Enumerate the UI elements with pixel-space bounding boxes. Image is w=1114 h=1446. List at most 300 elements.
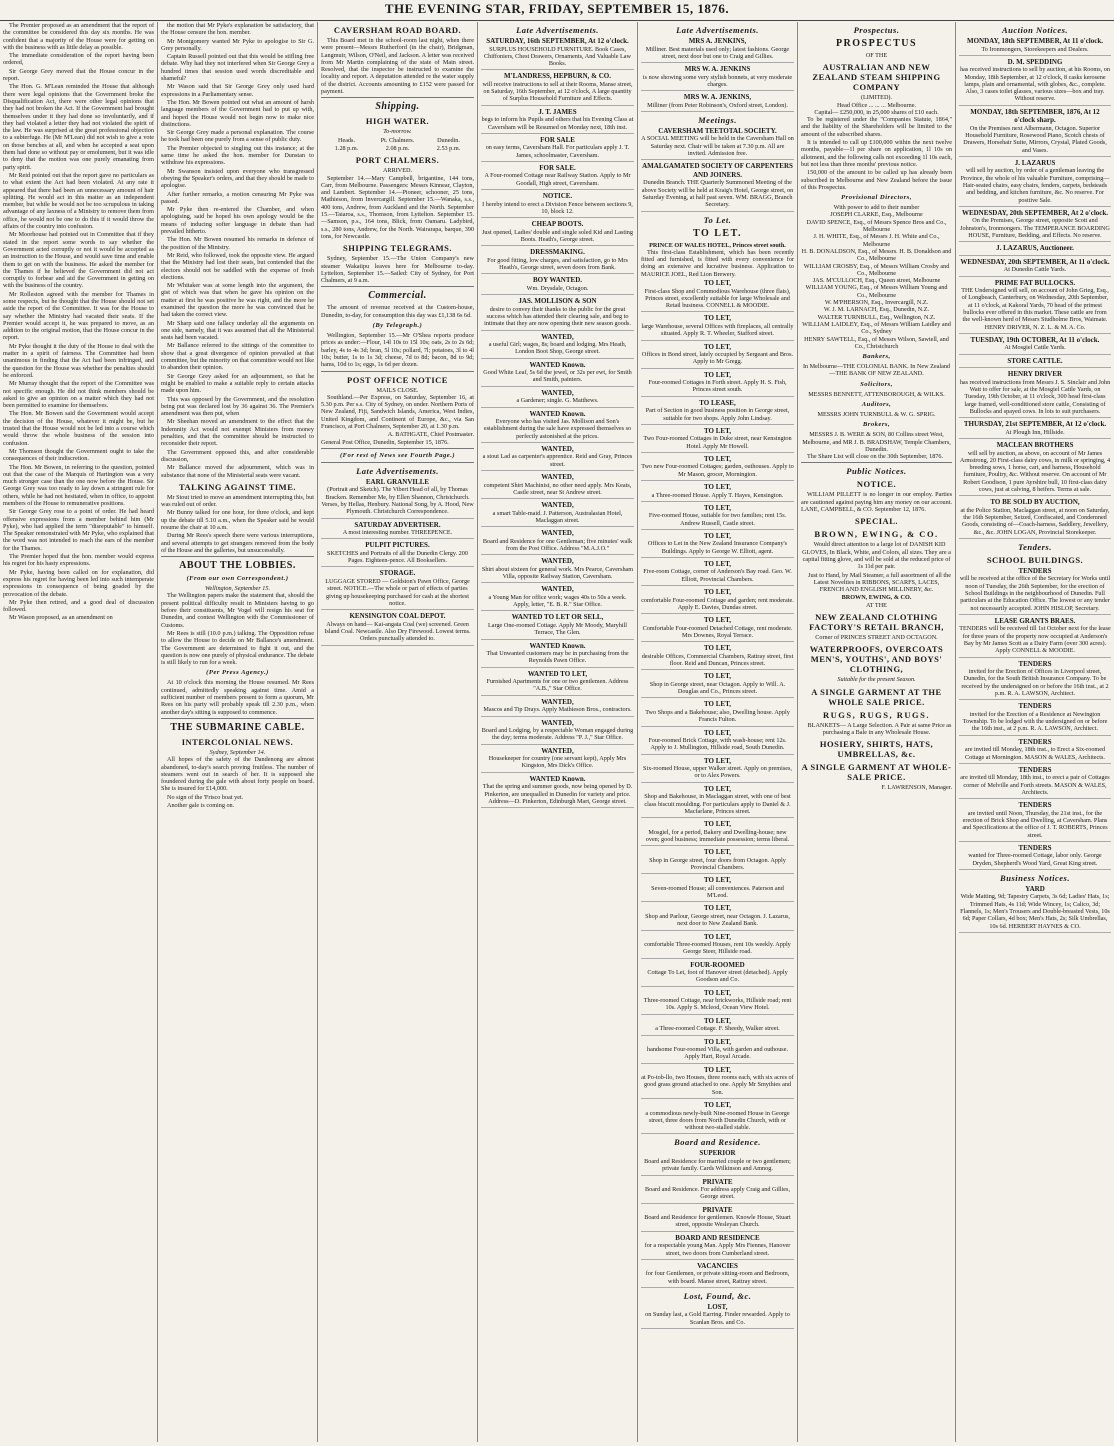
to-let-notice [641, 989, 794, 1015]
auction-notice-body: To Ironmongers, Storekeepers and Dealers. [981, 45, 1089, 53]
auction-notice [959, 58, 1111, 106]
tender-notice [959, 844, 1111, 870]
director-name: DAVID SPENCE, Esq., of Messrs Spence Bros and Co., Melbourne [806, 218, 947, 234]
advertisement-title: JAS. MOLLISON & SON [518, 297, 597, 306]
to-let-notice-title: TO LET, [704, 644, 731, 653]
tender-notice-title: LEASE GRANTS BRAES. [994, 616, 1076, 625]
director-name: WALTER TURNBULL, Esq., Wellington, N.Z. [817, 313, 936, 321]
business-notice [959, 885, 1111, 933]
to-let-notice [641, 904, 794, 930]
advertisement-title: WANTED, [541, 388, 574, 397]
lost-notice [641, 1303, 794, 1329]
director-name: J. H. WHITE, Esq., of Messrs J. H. White and Co., Melbourne [813, 233, 940, 248]
to-let-notice-body: Shop in George street, near Octagon. Apply to Will. A. Douglas and Co., Princes street. [649, 680, 786, 696]
advertisement [481, 501, 634, 527]
lobbies-sub: (From our own Correspondent.) [186, 575, 289, 583]
advertisement-title: WANTED Known. [529, 774, 586, 783]
road-board-text: This Board met in the school-room last night, when there were present—Messrs Rutherford (in the chair), Bridgman, Langmuir, Wilson, O'Neil, and Jackson. A letter was received from Mr Martin complaining of the state of Main street. Resolved, that the inspector be instructed to examine the locality and report. A deputation attended re the water supply of the district. Accounts amounting to £152 were passed for payment. [321, 37, 474, 96]
tender-notice-body: invited for the Erection of a Residence at Newington Township. To be lodged with the undersigned on or before the 16th inst., at 2 p.m. R. A. LAWSON, Architect. [962, 710, 1108, 733]
to-let-notice-body: Part of Section in good business position in George street, suitable for two shops. Apply John Lindsay. [645, 407, 790, 422]
article-paragraph: The Premier hoped that the hon. member would express his regret for his hasty expressions. [3, 553, 154, 568]
to-let-notice [641, 876, 794, 902]
to-let-notice [641, 399, 794, 425]
commercial-text-2: Wellington, September 15.—Mr O'Shea reports produce prices as under:—Flour, 14l 10s to 15l 10s; oats, 2s to 2s 6d; barley, 4s to 4s 3d; bran, 5l 10s; pollard, 7l; potatoes, 3l to 4l 10s; butter, 1s to 1s 3d; cheese, 7d to 8d; bacon, 8d to 9d; hams, 10d to 1s; eggs, 1s 6d per dozen. [321, 332, 474, 369]
advertisement [481, 585, 634, 611]
to-let-notice-body: Offices in Bond street, lately occupied by Sergeant and Bros. Apply to Mr Gregg. [641, 351, 794, 366]
telegrams-text: Sydney, September 15.—The Union Company's new steamer Wakatipu leaves here for Melbourne to-day. Lyttelton, September 15.—Sailed: City of Sydney, for Port Chalmers, at 9 a.m. [321, 255, 474, 285]
to-let-notice-title: TO LET, [704, 672, 731, 681]
advertisement-body: (Portrait and Sketch). The Vibert Head of all, by Thomas Bracken. Remember Me, by Ellen Shannon, Christchurch. Verses, by Hellas, Henbury. National Song, by A. Hood, New Plymouth. Christchurch Correspondence. [321, 486, 474, 516]
nz-rugs: RUGS, RUGS, RUGS. [823, 709, 930, 720]
advertisement [641, 93, 794, 112]
to-let-notice [641, 560, 794, 586]
intercolonial-heading: INTERCOLONIAL NEWS. [181, 736, 294, 747]
to-let-notice-title: TO LET, [704, 279, 731, 288]
article-paragraph: After further remarks, a motion censuring Mr Pyke was passed. [161, 190, 314, 205]
late-ads-heading: Late Advertisements. [676, 25, 759, 35]
tender-notice-body: TENDERS will be received till 1st October next for the lease for three years of the property now occupied at Anderson's Bay by Mr James Scott as a Dairy Farm (over 300 acres). Apply CONNELL & MOODIE. [959, 625, 1111, 655]
advertisement-title: WANTED, [541, 473, 574, 481]
talking-heading: TALKING AGAINST TIME. [178, 481, 296, 492]
advertisement-title: DRESSMAKING. [530, 248, 585, 257]
tender-notice-title: TENDERS [1018, 843, 1052, 852]
to-let-notice-body: at Po-tob-llo, two Houses, three rooms each, with six acres of good grass ground attached to one. Apply Mr Smythies and Son. [641, 1074, 794, 1096]
director-name: JOSEPH CLARKE, Esq., Melbourne [830, 211, 923, 219]
business-notice-title: YARD [1025, 884, 1045, 893]
advertisement-body: Good White Leaf, 5s 6d the jewel, or 32s per ewt, for Smith and Smith, painters. [483, 369, 632, 384]
directors-note: With power to add to their number [833, 204, 920, 212]
company-limited: (LIMITED). [860, 94, 893, 102]
auction-notice-title: WEDNESDAY, 20th SEPTEMBER, At 2 o'clock. [961, 208, 1109, 217]
advertisement-body: a smart Table-maid. J. Patterson, Australasian Hotel, Maclaggan street. [492, 509, 623, 524]
advertisement-body: SURPLUS HOUSEHOLD FURNITURE. Book Cases, Chiffoniers, Chest Drawers, Ornaments, And Valuable Law Books. [483, 45, 632, 68]
to-let-notice-title: TO LET, [704, 904, 731, 913]
to-let-notice-body: Five-roomed House, suitable for two families; rent 15s. Andrew Russell, Castle street. [648, 512, 787, 527]
advertisement [481, 719, 634, 745]
to-let-notice-title: TO LET, [704, 728, 731, 737]
bankers-heading: Bankers, [862, 353, 891, 361]
article-paragraph: The Premier objected to singling out this instance; at the same time he asked the hon. member for Dunstan to withdraw his expressions. [161, 144, 314, 167]
director-name: W. J. M. LARNACH, Esq., Dunedin, N.Z. [823, 306, 930, 314]
tide-heads-row [321, 137, 474, 144]
article-paragraph: Mr Moorhouse had pointed out in Committee that if they stated in the report some words to say whether the Government acted corruptly or not it would be accepted as an instruction to the House, and would save time and enable them to get on with the business. He asked the member for the Thames if he believed the Government did not act corruptly to forbear and aid the Government in getting on with the business of the country. [3, 231, 154, 290]
prospectus-paragraph: It is intended to call up £100,000 within the next twelve months, payable—1l per share on application, 1l 10s on allotment, and the following calls not exceeding 1l 10s each, but not less than three months' previous notice. [801, 139, 952, 168]
advertisement-title: WANTED TO LET, [527, 669, 588, 678]
to-let-notice-body: desirable Offices, Commercial Chambers, Rattray street, first floor. Reid and Duncan, Princes street. [641, 652, 794, 668]
article-paragraph: During Mr Rees's speech there were various interruptions, and several attempts to get strangers removed from the body of the House and the galleries, but unsuccessfully. [161, 532, 314, 554]
advertisement-title: WANTED Known. [529, 409, 586, 418]
tide-head: Dunedin. [437, 136, 460, 144]
tide-head: Pt. Chalmers. [380, 136, 415, 144]
to-let-notice-title: TO LET, [704, 820, 731, 829]
auditors-heading: Auditors, [861, 400, 892, 408]
to-let-notice-body: a commodious newly-built Nine-roomed House in George street, three doors from North Dunedin Church, with or without two-stalled stable. [645, 1109, 790, 1132]
auction-notice-title: TUESDAY, 19th OCTOBER, At 11 o'clock. [970, 335, 1100, 344]
advertisement-title: WANTED, [541, 529, 574, 538]
article-paragraph: The immediate consideration of the report having been ordered, [3, 52, 154, 67]
to-let-notice-title: FOUR-ROOMED [690, 960, 745, 969]
to-let-notice [641, 848, 794, 874]
advertisement-body: will receive instructions to sell at their Rooms, Manse street, on Saturday, 16th September, at 12 o'clock, A large quantity of Surplus Household Furniture and Effects. [482, 80, 633, 103]
advertisement-body: is now showing some very stylish bonnets, at very moderate charges. [642, 73, 793, 88]
meeting-notice [641, 162, 794, 211]
advertisement [481, 698, 634, 717]
column-7 [956, 22, 1114, 1442]
meeting-notice-body: A SOCIAL MEETING will be held in the Caversham Hall on Saturday next. Chair will be taken at 7.30 p.m. All are invited. Admission free. [641, 135, 794, 158]
article-paragraph: Mr Sharp said one fallacy underlay all the arguments on one side, namely, that it was assumed that all the Ministerial seats had been vacated. [161, 319, 314, 342]
tender-notice [959, 660, 1111, 701]
director-name: WILLIAM YOUNG, Esq., of Messrs William Young and Co., Melbourne [805, 284, 948, 299]
column-3 [318, 22, 478, 1442]
column-2 [158, 22, 318, 1442]
auction-notice-title: STORE CATTLE. [1007, 356, 1063, 365]
column-5 [638, 22, 798, 1442]
column-4 [478, 22, 638, 1442]
to-let-notice-title: TO LET, [704, 876, 731, 885]
article-paragraph: All hopes of the safety of the Dandenong are almost abandoned, to-day's search proving fruitless. The number of steamers went out in search of her. It is supposed she foundered during the gale with about forty people on board. She is insured for £14,000. [161, 756, 314, 793]
to-let-notice [641, 1101, 794, 1134]
article-paragraph: Mr Murray thought that the report of the Committee was not specific enough. He did not think members should be asked to give an opinion on a matter which they had not been permitted to examine for themselves. [3, 380, 154, 410]
advertisement [481, 613, 634, 639]
school-buildings: SCHOOL BUILDINGS. [986, 554, 1084, 565]
tender-notice-body: are invited until Noon, Thursday, the 21st inst., for the erection of Brick Shop and Dwelling, at Caversham. Plans and Specifications at the office of J. T. ROBERTS, Princes street. [962, 809, 1108, 839]
advertisement-title: MRS A. JENKINS, [688, 37, 747, 45]
to-let-notice [641, 483, 794, 502]
cable-dateline: Sydney, September 14. [209, 748, 266, 756]
advertisement [481, 361, 634, 387]
board-heading: Board and Residence. [674, 1137, 761, 1148]
article-paragraph: Mr Pyke then retired, and a good deal of discussion followed. [3, 598, 154, 614]
advertisement-title: NOTICE. [542, 192, 573, 201]
postmaster: A. BATHGATE, Chief Postmaster. [387, 431, 474, 439]
to-let-notice [641, 820, 794, 846]
to-let-notice-title: TO LET, [704, 1065, 731, 1074]
advertisement [481, 108, 634, 134]
advertisement-body: That Unwanted customers may be in purchasing from the Reynolds Pawn Office. [486, 650, 629, 665]
directors-heading: Provisional Directors, [841, 194, 912, 202]
mails-close-label: MAILS CLOSE. [376, 386, 419, 394]
special-heading: SPECIAL. [855, 516, 898, 527]
advertisement [481, 136, 634, 162]
article-paragraph: Mr Whitaker was at some length into the argument, the gist of which was that when he gave his opinion on the matter at first he was positive he was right, and the more he examined the question the more he was convinced that he had taken the correct view. [161, 282, 314, 319]
nz-goods: WATERPROOFS, OVERCOATS MEN'S, YOUTHS', AND BOYS' CLOTHING, [809, 644, 944, 675]
article-paragraph: Sir George Grey moved that the House concur in the report. [3, 67, 154, 83]
lost-heading: Lost, Found, &c. [683, 1290, 752, 1301]
advertisement-body: desire to convey their thanks to the public for the great success which has attended their clearing sale, and beg to intimate that they are now opening their new season goods. [484, 305, 631, 328]
article-paragraph: Another gale is coming on. [167, 802, 235, 810]
board-notice [641, 1206, 794, 1232]
meeting-notice-title: AMALGAMATED SOCIETY OF CARPENTERS AND JOINERS. [642, 162, 793, 179]
nz-at: AT THE [866, 601, 887, 609]
to-let-notice-title: TO LET, [704, 700, 731, 709]
telegrams-heading: SHIPPING TELEGRAMS. [342, 243, 452, 254]
prospectus-paragraph: To be registered under the "Companies Statute, 1864," and the liability of the Shareholders will be limited to the amount of the subscribed shares. [801, 116, 952, 138]
auction-notice-body: At Plough Inn, Hillside. [1005, 428, 1065, 436]
tender-notice-title: TENDERS [1018, 765, 1052, 774]
nz-goods-2: Suitable for the present Season. [837, 676, 916, 684]
to-let-notice [641, 588, 794, 614]
column-6 [798, 22, 956, 1442]
article-paragraph: Mr Thomson thought the Government ought to take the consequences of their indiscretion. [3, 447, 154, 463]
post-office-date: General Post Office, Dunedin, September 15, 1876. [321, 438, 449, 446]
auction-notice-body: at the Police Station, Maclaggan street, at noon on Saturday, the 16th September, Seized, Confiscated, and Condemned Goods, consisting of—Coach-harness, Saddlery, Jewellery, &c., &c. JOHN LOGAN, Provincial Storekeeper. [960, 506, 1110, 536]
company-name: AUSTRALIAN AND NEW ZEALAND STEAM SHIPPING COMPANY [812, 62, 941, 93]
advertisement [481, 276, 634, 295]
advertisement-body: Board and Lodging, by a respectable Woman engaged during the day; terms moderate. Address "P. J.," Star Office. [481, 727, 634, 742]
article-paragraph: Mr Rolleston agreed with the member for Thames in some respects, but he thought that the House should not set aside the report of the Committee. It was for the House to say whether the Ministry had vacated their seats. If the Premier would accept it, he was prepared to move, as an addition to the original motion, that the House concur in the report. [3, 290, 154, 342]
column-1 [0, 22, 158, 1442]
board-notice-title: SUPERIOR [699, 1149, 736, 1158]
high-water-heading: HIGH WATER. [365, 116, 430, 127]
advertisement [321, 541, 474, 567]
auditors: MESSRS JOHN TURNBULL & W. G. SPRIG. [817, 410, 936, 418]
advertisement-title: MRS W. A. JENKINS, [683, 93, 752, 102]
board-notice-body: Board and Residence for married couple or two gentlemen; private family. Cards Wilkinson and Amnog. [644, 1157, 791, 1173]
to-let-notice-title: TO LET, [704, 784, 731, 793]
to-let-notice [641, 729, 794, 755]
to-let-notice-title: TO LET, [704, 1101, 731, 1110]
advertisement-body: begs to inform his Pupils and others that his Evening Class at Caversham will be Resumed on Monday next, 18th inst. [481, 116, 634, 131]
to-let-notice-title: TO LET, [704, 848, 731, 857]
advertisement [481, 775, 634, 808]
to-let-notice-body: Two Four-roomed Cottages in Duke street, near Kensington Hotel. Apply Mr Howell. [643, 435, 792, 450]
to-let-heading: To Let. [703, 214, 732, 225]
tender-notice [959, 801, 1111, 842]
tender-notice-body: invited for the Erection of Offices in Liverpool street, Dunedin, for the South British Insurance Company. To be received by the undersigned on or before the 16th inst., at 2 p.m. R. A. LAWSON, Architect. [961, 668, 1109, 698]
to-let-notice [641, 343, 794, 369]
auction-notice-body: will sell by auction, as above, on account of Mr James Armstrong, 20 First-class dairy cows, in milk or springing, 4 breeding sows, 1 horse, cart, and harness, Household furniture, Poultry, &c. Without reserve. On account of Mr Robert Goodison, 1 pure Ayrshire bull, 10 first-class dairy cows, just at calving, 8 heifers. Terms at sale. [959, 449, 1111, 493]
advertisement-title: WANTED Known. [529, 641, 586, 650]
solicitors-heading: Solicitors, [860, 380, 893, 388]
advertisement-body: Shirt about sixteen for general work. Mrs Pearce, Caversham Villa, opposite Railway Station, Caversham. [481, 565, 634, 581]
lobbies-heading: ABOUT THE LOBBIES. [179, 560, 296, 572]
board-notice-title: PRIVATE [702, 1177, 733, 1186]
advertisement-title: WANTED, [541, 557, 574, 566]
brokers-heading: Brokers, [862, 421, 891, 429]
to-let-notice [641, 427, 794, 453]
advertisement [481, 333, 634, 359]
auction-notice-title: THURSDAY, 21st SEPTEMBER, At 12 o'clock. [963, 420, 1107, 429]
auction-heading: Auction Notices. [1001, 25, 1069, 35]
tender-notice [959, 567, 1111, 615]
advertisement-title: WANTED Known. [529, 360, 586, 369]
to-let-notice-title: TO LET, [704, 454, 731, 463]
article-paragraph: Mr Rees is still (10.0 p.m.) talking. The Opposition refuse to allow the House to decide on Mr Ballance's amendment. The Government are determined to fight it out, and the question is now one purely of physical endurance. The debate is still likely to run for a week. [161, 629, 314, 667]
to-let-notice-title: TO LET, [704, 616, 731, 625]
meeting-notice-body: Dunedin Branch. THE Quarterly Summoned Meeting of the above Society will be held at Kraig's Hotel, George street, on Saturday Evening, at half past seven. WM. BRAGG, Branch Secretary. [641, 179, 794, 209]
to-let-notice-body: First-class Shop and Commodious Warehouse (three flats), Princes street, excellently suitable for large Wholesale and Retail business. CONNELL & MOODIE. [644, 287, 791, 310]
tide-times-row [321, 145, 474, 152]
tender-notice-body: will be received at the office of the Secretary for Works until noon of Tuesday, the 26th September, for the erection of School Buildings in the neighbourhood of Dunedin. Full particulars at the Education Office. The lowest or any tender not necessarily accepted. JOHN HISLOP, Secretary. [959, 575, 1111, 612]
lost-notice-title: LOST, [707, 1302, 728, 1311]
post-office-heading: POST OFFICE NOTICE [347, 374, 448, 385]
advertisement-title: PULPIT PICTURES. [365, 541, 430, 550]
article-paragraph: Mr Reid pointed out that the report gave no particulars as to what extent the Act had been violated. At any rate it appeared that there had been an unnecessary amount of hair splitting. He would act in this matter as an independent member, but while he would not be too scrupulous in taking advantage of any laxness of a Ministry to remove them from office, he would not be one to do this if it would throw the affairs of the country into confusion. [3, 171, 154, 231]
article-paragraph: Mr Wason said that Sir George Grey only used hard expressions in a Parliamentary sense. [161, 83, 314, 98]
auction-notice [959, 108, 1111, 157]
capital: Capital— £250,000, in 25,000 shares of £10 each. [814, 108, 939, 116]
board-notice-body: for a respectable young Man. Apply Mrs Fiennes, Hanover street, two doors from Cumberland street. [644, 1242, 791, 1257]
auction-notice [959, 336, 1111, 355]
advertisement-title: WANTED, [541, 501, 574, 510]
advertisement-title: FOR SALE [540, 135, 575, 144]
auction-notice-title: TO BE SOLD BY AUCTION, [990, 498, 1080, 507]
board-notice [641, 1149, 794, 1175]
nz-factory: NEW ZEALAND CLOTHING FACTORY'S RETAIL BRANCH, [809, 612, 944, 633]
advertisement-body: Just opened, Ladies' double and single soled Kid and Lasting Boots. Heath's, George street. [482, 228, 633, 243]
advertisement-body: a Gardener; single. G. Matthews. [516, 397, 599, 405]
to-let-notice-body: handsome Four-roomed Villa, with garden and outhouse. Apply Hart, Royal Arcade. [647, 1046, 788, 1061]
board-notice-title: VACANCIES [697, 1261, 738, 1270]
to-let-notice-body: Three-roomed Cottage, near brickworks, Hillside road; rent 10s. Apply S. Mcleod, Ocean View Hotel. [643, 997, 792, 1012]
hotel-text: This first-class Establishment, which has been recently fitted and furnished, is fitted with every convenience for doing an extensive and lucrative business. Application to MAURICE JOEL, Red Lion Brewery. [641, 248, 794, 278]
board-notice [641, 1262, 794, 1288]
shipping-heading: Shipping. [375, 101, 420, 113]
auction-notice-body: THE Undersigned will sell, on account of John Grieg, Esq., of Longbeach, Canterbury, on Wednesday, 20th September, at 11 o'clock, at Kakoral Yards, 70 head of the primest bullocks ever offered in this market. These cattle are from the well-known herd of Messrs Studholme Bros, Waimate. HENRY DRIVER, N. Z. L. & M. A. Co. [961, 287, 1109, 331]
director-name: W. M'PHERSON, Esq., Invercargill, N.Z. [824, 299, 929, 307]
advertisement-title: BOY WANTED. [532, 276, 582, 285]
board-notice [641, 1234, 794, 1260]
nz-blankets: BLANKETS— A Large Selection. A Pair at same Price as purchasing a Bale in any Wholesale House. [807, 721, 952, 736]
auction-notice-body: will sell by auction, by order of a gentleman leaving the Province, the whole of his valuable Furniture, comprising—Hair-seated chairs, easy chairs, fenders, carpets, bedsteads and bedding, and kitchen furniture, &c. No reserve. For positive Sale. [960, 167, 1110, 204]
advertisement [481, 747, 634, 773]
to-let-notice [641, 455, 794, 481]
to-let-notice-title: TO LEASE, [699, 398, 736, 407]
advertisement-title: EARL GRANVILLE [365, 477, 430, 486]
advertisement-title: M'LANDRESS, HEPBURN, & CO. [504, 72, 611, 81]
advertisement-body: Furnished Apartments for one or two gentlemen. Address "A.B.," Star Office. [486, 678, 629, 693]
advertisement-body: Board and Residence for one Gentleman; five minutes' walk from the Post Office. Address "M.A.J.O." [482, 537, 633, 552]
advertisement-title: STORAGE. [379, 569, 416, 578]
to-let-notice-body: Shop and Bakehouse, in Maclaggan street, with one of best class biscuit moulding. For particulars apply to Daniel & J. Macfarlane, Princes street. [644, 793, 791, 815]
hotel-name: PRINCE OF WALES HOTEL, Princes street south. [649, 241, 786, 249]
advertisement-body: Everyone who has visited Jas. Mollison and Son's establishment during the sale have expressed themselves so perfectly astonished at the prices. [483, 418, 632, 440]
to-let-notice-title: TO LET, [704, 932, 731, 941]
tender-notice [959, 702, 1111, 735]
advertisement [481, 192, 634, 218]
article-paragraph: The Hon. Mr Bowen, in referring to the question, pointed out that the case of the Marquis of Hartington was a very much stronger case than the one now before the House. Sir George Grey was too ready to lay down a stringent rule for others, while he had not hesitated, when in office, to appoint members of the House to remunerative positions. [3, 463, 154, 507]
tide-head: Heads. [337, 136, 355, 144]
tender-notice-title: TENDERS [1018, 737, 1052, 746]
auction-notice-title: HENRY DRIVER [1007, 370, 1063, 379]
solicitors: MESSRS BENNETT, ATTENBOROUGH, & WILKS. [808, 390, 945, 398]
tender-notice-body: are invited till Monday, 18th inst., to erect a pair of Cottages corner of Melville and Forth streets. MASON & WALES, Architects. [960, 774, 1110, 796]
meeting-notice [641, 127, 794, 160]
to-let-notice [641, 961, 794, 987]
advertisement-body: a Young Man for office work; wages 40s to 50s a week. Apply, letter, "E. B. R." Star Office. [488, 593, 627, 609]
late-ads-heading: Late Advertisements. [356, 465, 439, 476]
advertisement [481, 410, 634, 443]
auction-notice [959, 357, 1111, 369]
public-notices-heading: Public Notices. [846, 466, 907, 477]
advertisement-body: Wm. Drysdale, Octagon. [526, 284, 589, 292]
auction-notice-title: MACLEAN BROTHERS [996, 441, 1074, 449]
article-paragraph: The Premier proposed as an amendment that the report of the committee be considered this day six months. He was confident that a majority of the House were for getting on with the business with as little delay as possible. [3, 22, 154, 51]
tender-notice [959, 766, 1111, 799]
to-let-notice [641, 1038, 794, 1064]
cable-heading: THE SUBMARINE CABLE. [170, 721, 305, 733]
advertisement-body: Milliner (from Peter Robinson's, Oxford street, London). [647, 101, 788, 109]
to-let-notice-body: Shop and Parlour, George street, near Octagon. J. Lazarus, next door to New Zealand Bank. [645, 912, 790, 928]
to-let-notice-title: TO LET, [704, 1037, 731, 1046]
advertisement [481, 473, 634, 499]
advertisement-title: FOR SALE. [539, 163, 576, 172]
to-let-notice [641, 757, 794, 783]
to-let-notice [641, 314, 794, 340]
board-notice [641, 1178, 794, 1204]
late-ads-heading: Late Advertisements. [516, 25, 599, 35]
to-let-notice-body: Cottage To Let, foot of Hanover street (detached). Apply Goodson and Co. [647, 969, 788, 984]
to-let-notice-title: TO LET, [704, 559, 731, 568]
auction-notice [959, 37, 1111, 56]
tide-time: 2.53 p.m. [436, 144, 461, 152]
director-name: H. B. DONALDSON, Esq., of Messrs. H. B. Donaldson and Co., Melbourne [801, 247, 952, 263]
nz-corner: Corner of PRINCES STREET AND OCTAGON. [815, 634, 938, 642]
advertisement [481, 297, 634, 330]
to-let-notice-body: Five-room Cottage, corner of Anderson's Bay road. Geo. W. Elliott, Provincial Chambers. [643, 568, 792, 583]
article-paragraph: Mr Reid, who followed, took the opposite view. He argued that the Ministry had lost their seats, but contended that the electors should not be saddled with the expense of fresh elections. [161, 251, 314, 281]
director-name: HENRY SAWTELL, Esq., of Messrs Wilson, Sawtell, and Co., Christchurch [804, 335, 949, 350]
auction-notice [959, 370, 1111, 418]
advertisement [481, 557, 634, 583]
nz-hosiery: HOSIERY, SHIRTS, HATS, UMBRELLAS, &c. [819, 739, 934, 760]
advertisement-body: competent Shirt Machinist, no other need apply. Mrs Keats, Castle street, near St Andrew street. [483, 481, 632, 496]
advertisement-body: a useful Girl; wages, 8s; board and lodging. Mrs Heath, London Boot Shop, George street. [488, 341, 627, 356]
to-let-notice [641, 933, 794, 959]
notice-text: WILLIAM PILLETT is no longer in our employ. Parties are cautioned against paying him any money on our account. LANE, CAMPBELL, & CO. September 12, 1876. [801, 491, 952, 514]
to-let-notice [641, 279, 794, 312]
to-let-notice-body: Comfortable Four-roomed Detached Cottage, rent moderate. Mrs Downes, Royal Terrace. [642, 624, 793, 639]
article-paragraph: Sir George Grey made a personal explanation. The course he took had been one purely from a sense of public duty. [161, 129, 314, 144]
article-paragraph: At 10 o'clock this morning the House resumed. Mr Rees continued, admittedly speaking against time. Amid a sufficient number of members present to form a quorum, Mr Rees on his party will probably speak till 2.30 p.m., when another day's sitting is supposed to commence. [161, 679, 314, 716]
auction-notice-body: On the Premises, George street, opposite Scott and Johnston's, Ironmongers. The TEMPERANCE BOARDING HOUSE, Furniture, Bedding, and Effects. No reserve. [960, 217, 1110, 240]
auction-notice [959, 258, 1111, 277]
nz-sale-2: A SINGLE GARMENT AT WHOLE-SALE PRICE. [801, 762, 952, 783]
prospectus-tail: The Share List will close on the 30th September, 1876. [807, 453, 944, 461]
tender-notice [959, 738, 1111, 764]
article-paragraph: Mr Montgomery wanted Mr Pyke to apologise to Sir G. Grey personally. [161, 37, 314, 52]
article-paragraph: Mr Swanson insisted upon everyone who transgressed obeying the Speaker's orders, and that they should be made to apologise. [161, 167, 314, 190]
to-let-notice-body: Seven-roomed House; all conveniences. Paterson and M'Leod. [651, 884, 784, 900]
meeting-notice-title: CAVERSHAM TEETOTAL SOCIETY. [658, 126, 777, 135]
auction-notice-body: On the Premises next Albermann, Octagon. Superior Household Furniture, Rosewood Piano, Scotch chests of Drawers, Horsehair Suite, Mirrors, Crystal, Plated Goods, and Vases. [963, 124, 1107, 154]
to-let-notice-title: TO LET, [704, 988, 731, 997]
advertisement-body: A most interesting number. THREEPENCE. [342, 529, 453, 537]
advertisement-body: Large One-roomed Cottage. Apply Mr Moody, Maryhill Terrace, The Glen. [487, 621, 628, 637]
port-heading: PORT CHALMERS. [355, 155, 440, 166]
advertisement [321, 478, 474, 519]
tender-notice [959, 617, 1111, 658]
advertisement-title: WANTED, [541, 697, 574, 706]
article-paragraph: Mr Pyke thought it the duty of the House to deal with the matter in a spirit of fairness. The Committee had been unanimous in finding that the Act had been infringed, and the question for the House was whether the penalties should be enforced. [3, 342, 154, 379]
to-let-notice [641, 1066, 794, 1099]
to-let-notice-title: TO LET, [704, 370, 731, 379]
article-paragraph: Mr Ballance moved the adjournment, which was in substance that none of the Ministerial seats were vacant. [161, 464, 314, 479]
to-let-notice-body: large Warehouse, several Offices with fireplaces, all centrally situated. Apply R. T. Wheeler, Stafford street. [641, 322, 794, 338]
to-let-notice [641, 616, 794, 642]
article-paragraph: The Hon. Mr Bowen resumed his remarks in defence of the position of the Ministry. [161, 236, 314, 251]
auction-notice-title: MONDAY, 18th SEPTEMBER, At 11 o'clock. [967, 37, 1103, 45]
to-let-notice-title: TO LET, [704, 531, 731, 540]
meetings-heading: Meetings. [698, 114, 737, 125]
auction-notice-title: MONDAY, 18th SEPTEMBER, 1876, At 12 o'clock sharp. [970, 107, 1100, 125]
to-let-notice-body: Six-roomed House, upper Walker street. Apply on premises, or to Alex Powers. [643, 765, 792, 780]
advertisement-body: SKETCHES and Portraits of all the Dunedin Clergy. 200 Pages. Eighteen-pence. All Booksellers. [327, 549, 468, 565]
advertisement [481, 164, 634, 190]
article-paragraph: Mr Wason proposed, as an amendment on [9, 614, 113, 622]
to-let-notice-title: TO LET, [704, 342, 731, 351]
auction-notice-body: At Dunedin Cattle Yards. [1003, 266, 1067, 274]
